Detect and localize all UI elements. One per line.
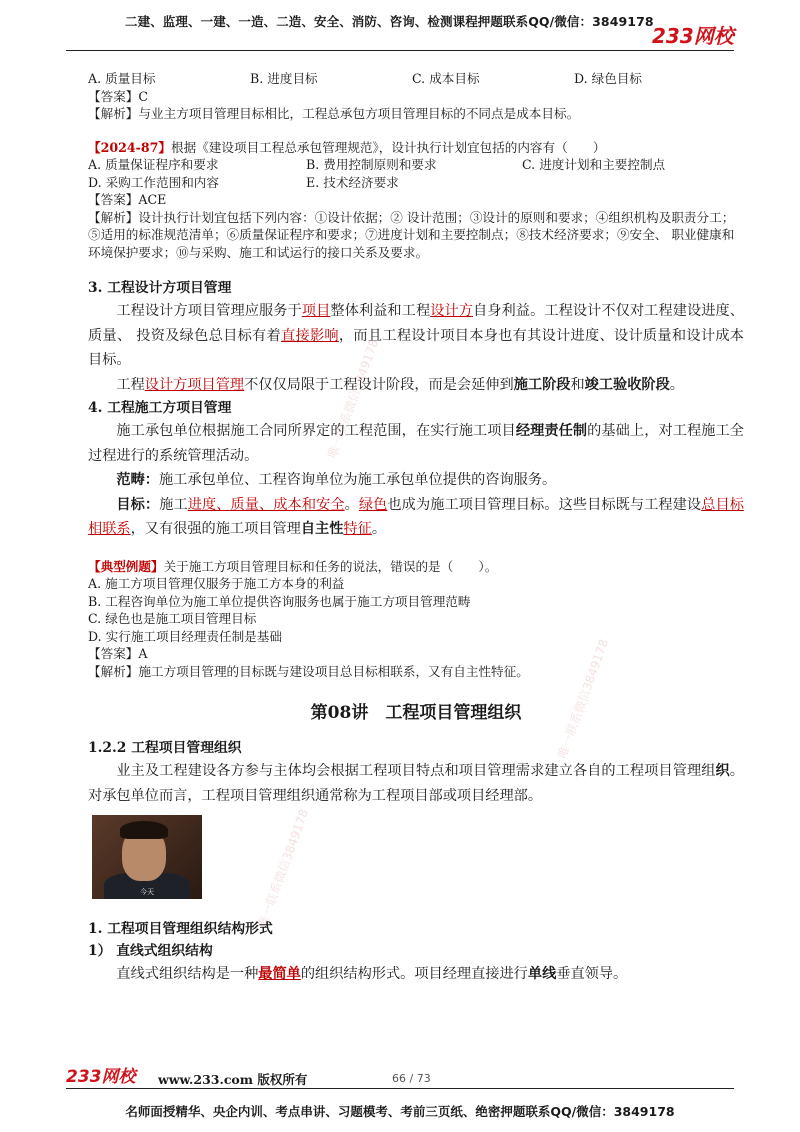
page-number: 66 / 73: [392, 1072, 431, 1085]
text-run: 的基础上，对工程施工全过程进行的系统管理活动。: [88, 423, 744, 464]
structure-heading: 1. 工程项目管理组织结构形式: [88, 921, 273, 937]
q2-option: A. 质量保证程序和要求: [88, 157, 219, 172]
structure-paragraph: [88, 962, 744, 987]
text-run: 垂直领导。: [556, 966, 628, 982]
text-run: 施工承包单位根据施工合同所界定的工程范围，在实行施工项目: [116, 423, 516, 439]
q3-stem-line: [88, 558, 744, 576]
q2-option: E. 技术经济要求: [306, 174, 399, 190]
q2-option: B. 费用控制原则和要求: [306, 157, 437, 172]
bold-term: 织: [715, 763, 730, 779]
lecture-paragraph-1: [88, 759, 744, 808]
section-4: [88, 397, 744, 542]
structure-subheading: 1） 直线式组织结构: [88, 943, 213, 959]
lecturer-photo: [92, 815, 202, 899]
q2-stem: 根据《建设项目工程总承包管理规范》，设计执行计划宜包括的内容有（ ）: [171, 139, 606, 155]
highlight-term: 特征: [343, 521, 372, 537]
q1-option: A. 质量目标: [88, 71, 156, 86]
text-run: 。: [344, 496, 359, 513]
header-banner: 二建、监理、一建、一造、二造、安全、消防、咨询、检测课程押题联系QQ/微信：3849178: [125, 14, 654, 29]
footer-banner: 名师面授精华、央企内训、考点串讲、习题模考、考前三页纸、绝密押题联系QQ/微信：3849178: [125, 1104, 675, 1119]
q3-option: B. 工程咨询单位为施工单位提供咨询服务也属于施工方项目管理范畴: [88, 593, 471, 609]
text-run: 业主及工程建设各方参与主体均会根据工程项目特点和项目管理需求建立各自的工程项目管理组: [116, 763, 716, 779]
q1-answer: 【答案】C: [88, 88, 149, 104]
q3-example-tag: 【典型例题】: [88, 558, 164, 574]
text-run: 直线式组织结构是一种: [116, 966, 259, 982]
bold-term: 竣工验收阶段: [584, 376, 670, 393]
text-run: 。: [669, 376, 684, 393]
text-run: 。: [371, 521, 387, 537]
q2-year-tag: 【2024-87】: [88, 139, 171, 155]
section-3-paragraph-1: [88, 299, 744, 373]
highlight-term: 总目标相联系: [88, 496, 744, 537]
bold-term: 单线: [527, 966, 557, 982]
bold-term: 范畴：: [116, 472, 159, 488]
footer-logo: [66, 1063, 150, 1087]
highlight-term: 进度、质量、成本: [187, 496, 302, 513]
watermark: 唯一联系微信3849178: [555, 637, 612, 761]
text-run: ，又有很强的施工项目管理: [130, 521, 301, 537]
section-3-heading: 3. 工程设计方项目管理: [88, 280, 232, 296]
text-run: 也成为施工项目管理目标。这些目标既与工程建设: [387, 496, 702, 513]
text-run: ，而且工程设计项目本身也有其设计进度、设计质量和设计成本目标。: [88, 327, 744, 368]
text-run: 不仅仅局限于工程设计阶段，而是会延伸到: [244, 376, 514, 393]
q2-option: C. 进度计划和主要控制点: [522, 157, 666, 172]
text-run: 的组织结构形式。项目经理直接进行: [300, 966, 528, 982]
footer-divider: [66, 1088, 734, 1089]
question-1: [88, 70, 744, 123]
section-4-heading: 4. 工程施工方项目管理: [88, 400, 232, 416]
section-3: [88, 277, 744, 397]
lecture-subheading: 1.2.2 工程项目管理组织: [88, 740, 242, 756]
bold-term: 经理责任制: [515, 423, 588, 439]
question-2: [88, 139, 744, 262]
watermark: 唯一联系微信3849178: [325, 337, 382, 461]
text-run: 施工: [159, 496, 188, 513]
q1-options: [88, 70, 744, 88]
text-run: 工程设计方项目管理应服务于: [116, 303, 302, 319]
text-run: 。对承包单位而言，工程项目管理组织通常称为工程项目部或项目经理部。: [88, 763, 744, 804]
q1-option: C. 成本目标: [412, 71, 480, 86]
q1-option: B. 进度目标: [250, 71, 318, 86]
bold-term: 施工阶段: [513, 376, 571, 393]
q3-analysis: 【解析】施工方项目管理的目标既与建设项目总目标相联系，又有自主性特征。: [88, 663, 529, 679]
q3-option: C. 绿色也是施工项目管理目标: [88, 611, 257, 626]
page-content: [88, 70, 744, 808]
q3-option: D. 实行施工项目经理责任制是基础: [88, 628, 282, 644]
header-divider: [66, 50, 734, 51]
question-3: [88, 558, 744, 681]
bold-term: 自主性: [300, 521, 344, 537]
section-4-paragraph-2: [88, 468, 744, 493]
q3-answer: 【答案】A: [88, 646, 148, 661]
watermark: 唯一联系微信3849178: [255, 807, 312, 931]
highlight-term: 直接影响: [281, 327, 339, 344]
q2-answer: 【答案】ACE: [88, 192, 167, 207]
text-run: 自身利益。工程设计不仅对工程建设进度、质量、 投资及绿色总目标有着: [88, 303, 744, 344]
highlight-term: 项目: [301, 303, 331, 319]
section-4-paragraph-3: [88, 493, 744, 542]
highlight-term: 绿色: [358, 496, 388, 513]
photo-caption: 今天: [140, 888, 154, 896]
q2-option: D. 采购工作范围和内容: [88, 174, 219, 190]
lecture-title: 第08讲 工程项目管理组织: [310, 703, 522, 723]
site-logo: [650, 22, 750, 48]
q3-option: A. 施工方项目管理仅服务于施工方本身的利益: [88, 576, 345, 591]
highlight-term: 安全: [316, 496, 345, 513]
text-run: 整体利益和工程: [330, 303, 431, 319]
text-run: 工程: [116, 376, 145, 393]
q2-stem-line: [88, 139, 744, 157]
q2-analysis: 【解析】设计执行计划宜包括下列内容：①设计依据；② 设计范围；③设计的原则和要求；④组织机构及职责分工；⑤适用的标准规范清单；⑥质量保证程序和要求；⑦进度计划和主要控制点；⑧技术经济要求；⑨安全、 职业健康和环境保护要求；⑩与采购、施工和试运行的接口关系及要求。: [88, 209, 735, 260]
logo-text: 233网校: [652, 24, 734, 48]
footer-copyright: www.233.com 版权所有: [158, 1072, 308, 1087]
q3-stem: 关于施工方项目管理目标和任务的说法，错误的是（ ）。: [163, 558, 498, 574]
text-run: 施工承包单位、工程咨询单位为施工承包单位提供的咨询服务。: [158, 472, 557, 488]
structure-section: [88, 918, 744, 987]
text-run: 和: [570, 376, 585, 393]
photo-hair: [120, 821, 168, 839]
highlight-term: 设计方项目管理: [144, 376, 245, 393]
highlight-term: 最简单: [258, 966, 301, 982]
footer-logo-text: 233网校: [66, 1067, 136, 1087]
highlight-term: 和: [301, 496, 317, 513]
section-4-paragraph-1: [88, 419, 744, 468]
q1-analysis: 【解析】与业主方项目管理目标相比，工程总承包方项目管理目标的不同点是成本目标。: [88, 106, 580, 121]
section-3-paragraph-2: [88, 373, 744, 398]
bold-term: 目标：: [116, 496, 160, 513]
q2-options-row2: [88, 174, 744, 192]
highlight-term: 设计方: [430, 303, 474, 319]
q2-options-row1: [88, 156, 744, 174]
q1-option: D. 绿色目标: [574, 71, 643, 86]
